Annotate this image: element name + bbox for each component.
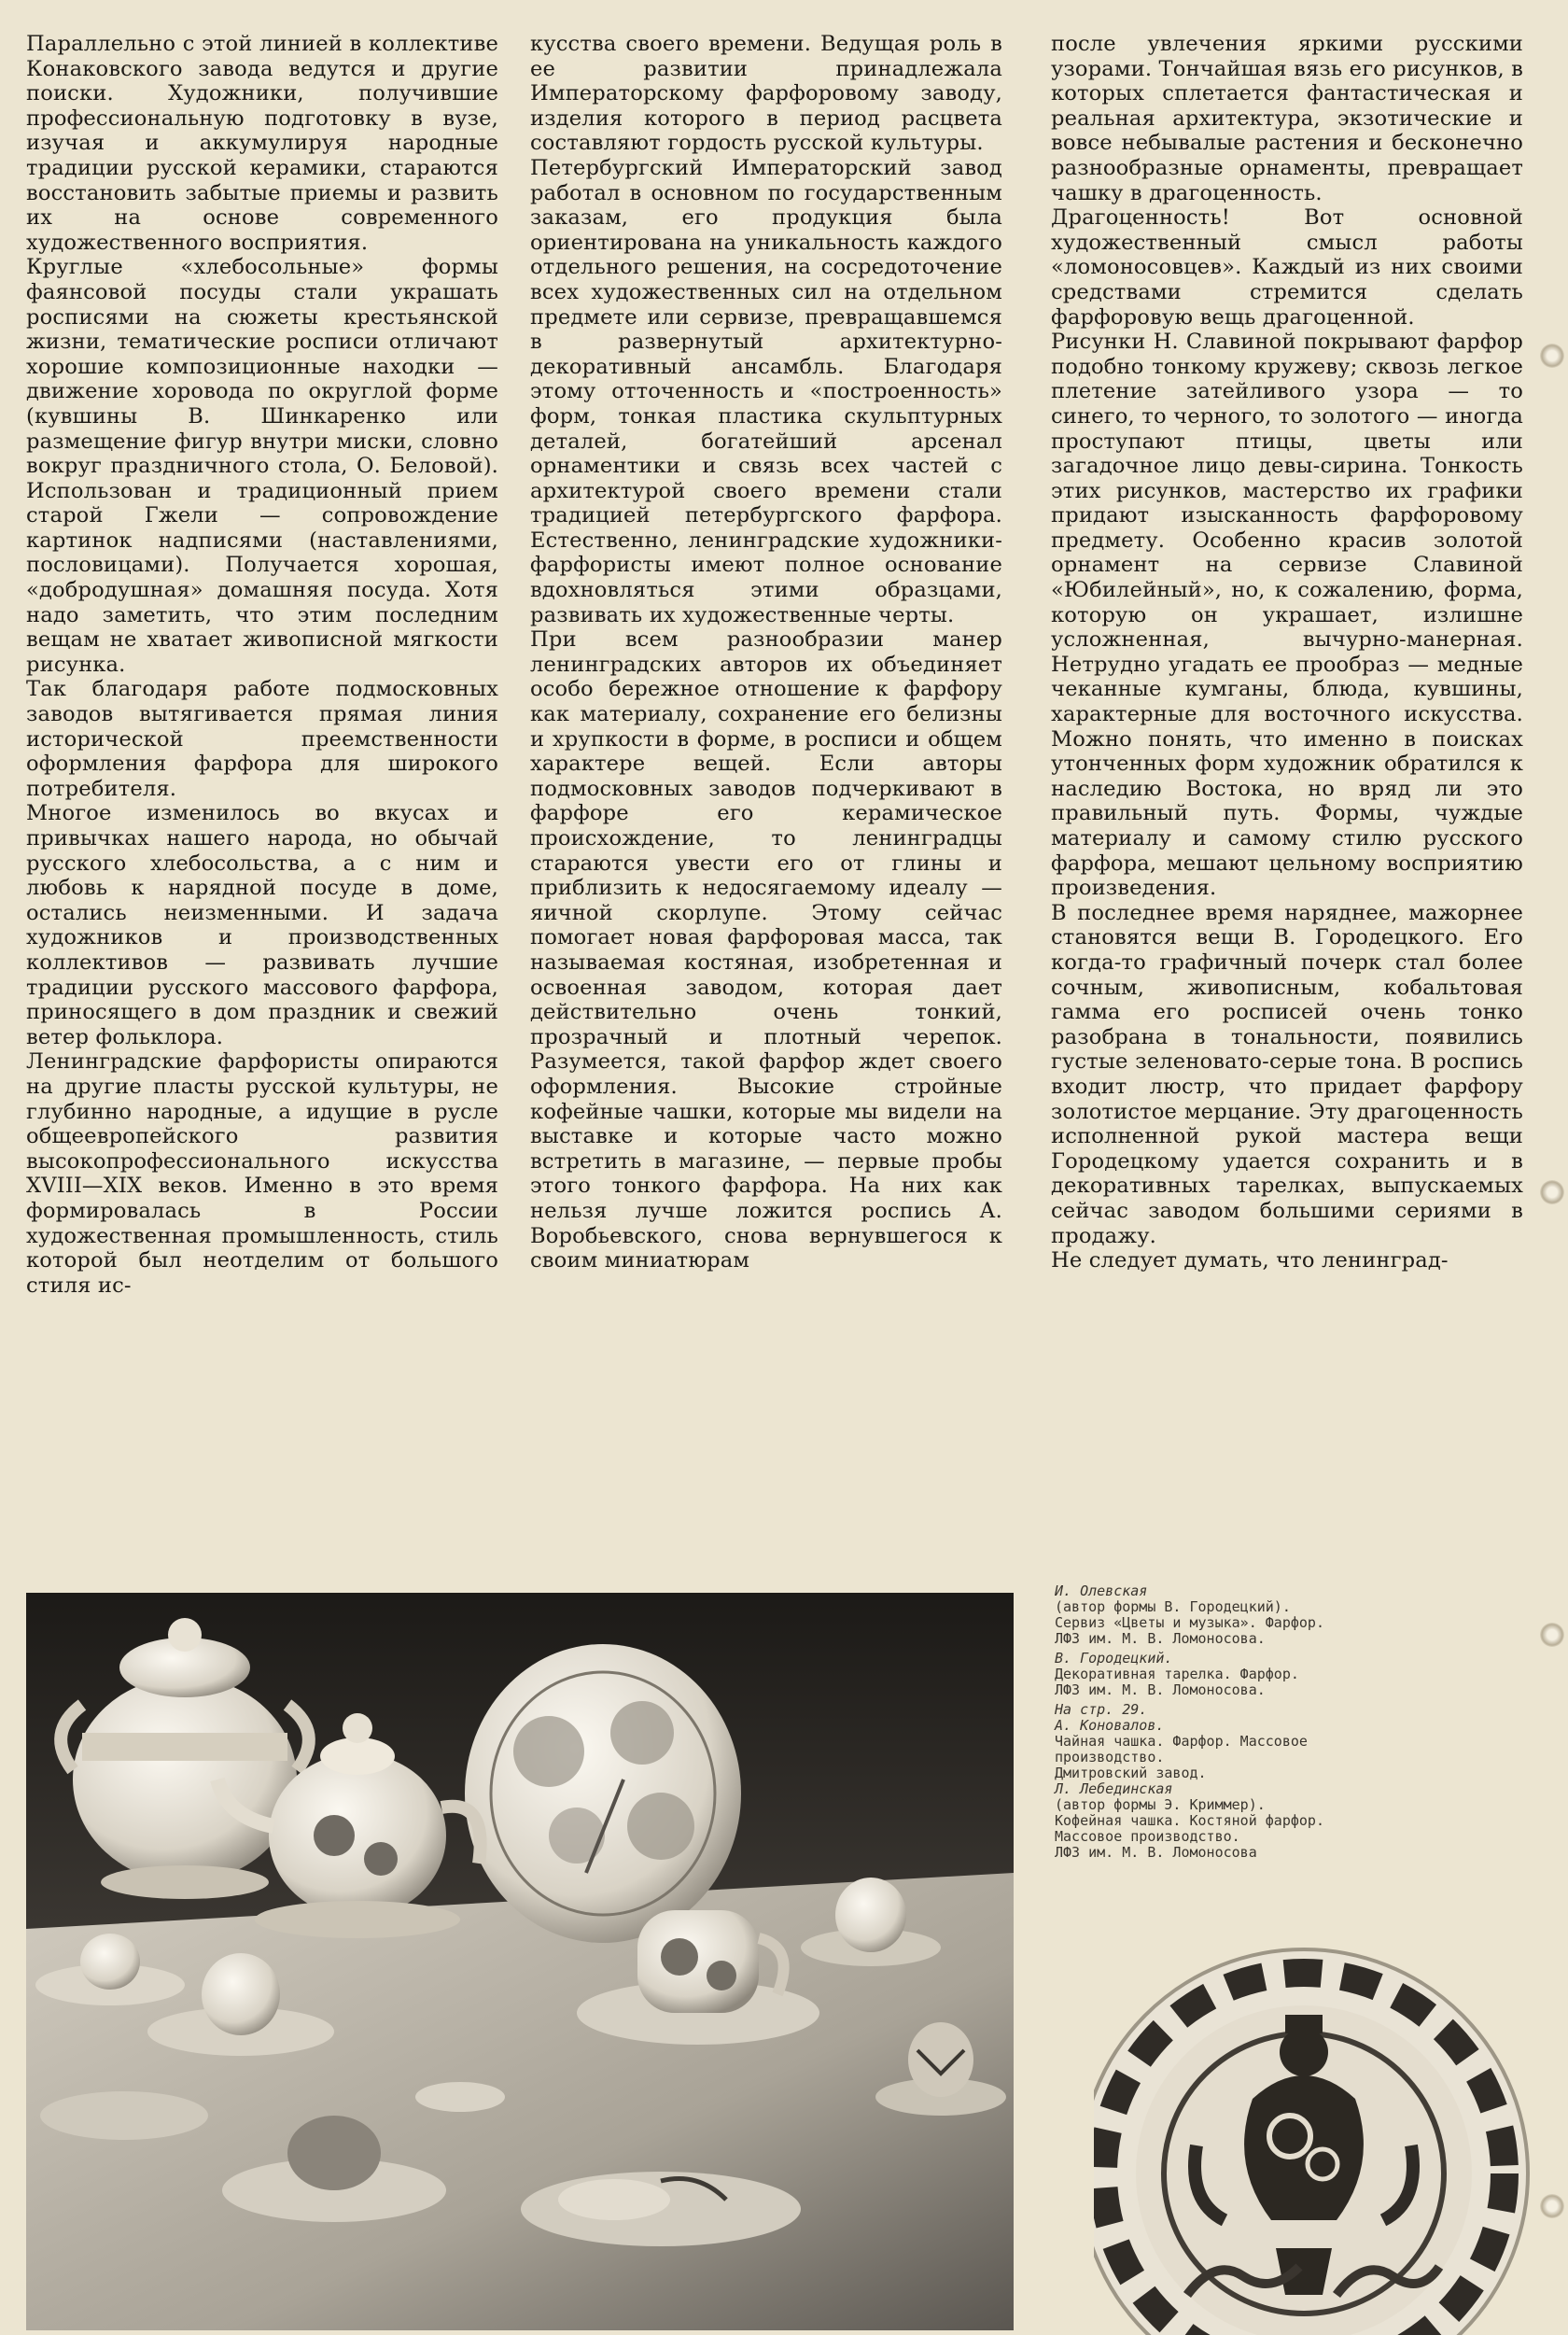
caption bbox=[1055, 1651, 1428, 1698]
caption-line: (автор формы Э. Криммер). bbox=[1055, 1796, 1266, 1813]
porcelain-still-life-photo bbox=[26, 1593, 1014, 2330]
paragraph: после увлечения яркими русскими узорами. Тончайшая вязь его рисунков, в которых сплетается фантастическая и реальная архитектура, экзотические и вовсе небывалые растения и бесконечно разнообразные орнаменты, превращает чашку в драгоценность. bbox=[1051, 32, 1523, 205]
caption-line: ЛФЗ им. М. В. Ломоносова. bbox=[1055, 1630, 1266, 1647]
caption-line: Дмитровский завод. bbox=[1055, 1765, 1207, 1781]
paragraph: Многое изменилось во вкусах и привычках нашего народа, но обычай русского хлебосольства, а с ним и любовь к нарядной посуде в доме, остались неизменными. И задача художников и производственных коллективов — развивать лучшие традиции русского массового фарфора, приносящего в дом праздник и свежий ветер фольклора. bbox=[26, 801, 498, 1049]
caption-line: ЛФЗ им. М. В. Ломоносова bbox=[1055, 1844, 1257, 1861]
binding-hole bbox=[1540, 2194, 1564, 2218]
caption-line: Сервиз «Цветы и музыка». Фарфор. bbox=[1055, 1614, 1324, 1631]
caption-line: Кофейная чашка. Костяной фарфор. bbox=[1055, 1812, 1324, 1829]
paragraph: Ленинградские фарфористы опираются на другие пласты русской культуры, не глубинно народные, а идущие в русле общеевропейского развития высокопрофессионального искусства XVIII—XIX веков. Именно в это время формировалась в России художественная промышленность, стиль которой был неотделим от большого стиля ис- bbox=[26, 1049, 498, 1298]
photo-captions bbox=[1055, 1583, 1428, 1864]
paragraph: Параллельно с этой линией в коллективе Конаковского завода ведутся и другие поиски. Художники, получившие профессиональную подготовку в вузе, изучая и аккумулируя народные традиции русской керамики, стараются восстановить забытые приемы и развить их на основе современного художественного восприятия. bbox=[26, 32, 498, 255]
caption-line: (автор формы В. Городецкий). bbox=[1055, 1598, 1291, 1615]
caption-line: производство. bbox=[1055, 1749, 1165, 1765]
caption bbox=[1055, 1583, 1428, 1647]
caption-page-ref: На стр. 29. bbox=[1055, 1701, 1148, 1718]
paragraph: В последнее время наряднее, мажорнее становятся вещи В. Городецкого. Его когда-то графичный почерк стал более сочным, живописным, кобальтовая гамма его росписей очень тонко разобрана в тональности, появились густые зеленовато-серые тона. В роспись входит люстр, что придает фарфору золотистое мерцание. Эту драгоценность исполненной рукой мастера вещи Городецкому удается сохранить и в декоративных тарелках, выпускаемых сейчас заводом большими сериями в продажу. bbox=[1051, 900, 1523, 1248]
binding-hole bbox=[1540, 344, 1564, 368]
caption-line: Чайная чашка. Фарфор. Массовое bbox=[1055, 1733, 1308, 1750]
paragraph: Петербургский Императорский завод работал в основном по государственным заказам, его продукция была ориентирована на уникальность каждого отдельного решения, на сосредоточение всех художественных сил на отдельном предмете или сервизе, превращавшемся в развернутый архитектурно-декоративный ансамбль. Благодаря этому отточенность и «построенность» форм, тонкая пластика скульптурных деталей, богатейший арсенал орнаментики и связь всех частей с архитектурой своего времени стали традицией петербургского фарфора. Естественно, ленинградские художники-фарфористы имеют полное основание вдохновляться этими образцами, развивать их художественные черты. bbox=[530, 155, 1002, 627]
text-column-2 bbox=[530, 32, 1002, 1544]
binding-hole bbox=[1540, 1180, 1564, 1204]
paragraph: Не следует думать, что ленинград- bbox=[1051, 1248, 1449, 1273]
binding-hole bbox=[1540, 1623, 1564, 1647]
caption-author: Л. Лебединская bbox=[1055, 1780, 1173, 1797]
decorative-plate-photo bbox=[1094, 1940, 1566, 2335]
paragraph: Рисунки Н. Славиной покрывают фарфор подобно тонкому кружеву; сквозь легкое плетение затейливого узора — то синего, то черного, то золотого — иногда проступают птицы, цветы или загадочное лицо девы-сирина. Тонкость этих рисунков, мастерство их графики придают изысканность фарфоровому предмету. Особенно красив золотой орнамент на сервизе Славиной «Юбилейный», но, к сожалению, форма, которую он украшает, излишне усложненная, вычурно-манерная. Нетрудно угадать ее прообраз — медные чеканные кумганы, блюда, кувшины, характерные для восточного искусства. Можно понять, что именно в поисках утонченных форм художник обратился к наследию Востока, но вряд ли это правильный путь. Формы, чуждые материалу и самому стилю русского фарфора, мешают цельному восприятию произведения. bbox=[1051, 330, 1523, 901]
caption-author: В. Городецкий. bbox=[1055, 1650, 1173, 1667]
caption-line: ЛФЗ им. М. В. Ломоносова. bbox=[1055, 1681, 1266, 1698]
caption bbox=[1055, 1702, 1428, 1718]
caption bbox=[1055, 1718, 1428, 1781]
caption-author: И. Олевская bbox=[1055, 1582, 1148, 1599]
caption bbox=[1055, 1781, 1428, 1861]
paragraph: Так благодаря работе подмосковных заводов вытягивается прямая линия исторической преемственности оформления фарфора для широкого потребителя. bbox=[26, 677, 498, 801]
text-column-1 bbox=[26, 32, 498, 1544]
paragraph: Круглые «хлебосольные» формы фаянсовой посуды стали украшать росписями на сюжеты крестьянской жизни, тематические росписи отличают хорошие композиционные находки — движение хоровода по округлой форме (кувшины В. Шинкаренко или размещение фигур внутри миски, словно вокруг праздничного стола, О. Беловой). Использован и традиционный прием старой Гжели — сопровождение картинок надписями (наставлениями, пословицами). Получается хорошая, «добродушная» домашняя посуда. Хотя надо заметить, что этим последним вещам не хватает живописной мягкости рисунка. bbox=[26, 255, 498, 677]
paragraph: Драгоценность! Вот основной художественный смысл работы «ломоносовцев». Каждый из них своими средствами стремится сделать фарфоровую вещь драгоценной. bbox=[1051, 205, 1523, 330]
text-column-3 bbox=[1051, 32, 1523, 1544]
caption-line: Декоративная тарелка. Фарфор. bbox=[1055, 1666, 1299, 1682]
caption-author: А. Коновалов. bbox=[1055, 1717, 1165, 1734]
paragraph: кусства своего времени. Ведущая роль в ее развитии принадлежала Императорскому фарфоровому заводу, изделия которого в период расцвета составляют гордость русской культуры. bbox=[530, 32, 1002, 156]
caption-line: Массовое производство. bbox=[1055, 1828, 1240, 1845]
paragraph: При всем разнообразии манер ленинградских авторов их объединяет особо бережное отношение к фарфору как материалу, сохранение его белизны и хрупкости в форме, в росписи и общем характере вещей. Если авторы подмосковных заводов подчеркивают в фарфоре его керамическое происхождение, то ленинградцы стараются увести его от глины и приблизить к недосягаемому идеалу — яичной скорлупе. Этому сейчас помогает новая фарфоровая масса, так называемая костяная, изобретенная и освоенная заводом, которая дает действительно очень тонкий, прозрачный и плотный черепок. Разумеется, такой фарфор ждет своего оформления. Высокие стройные кофейные чашки, которые мы видели на выставке и которые часто можно встретить в магазине, — первые пробы этого тонкого фарфора. На них как нельзя лучше ложится роспись А. Воробьевского, снова вернувшегося к своим миниатюрам bbox=[530, 627, 1002, 1273]
